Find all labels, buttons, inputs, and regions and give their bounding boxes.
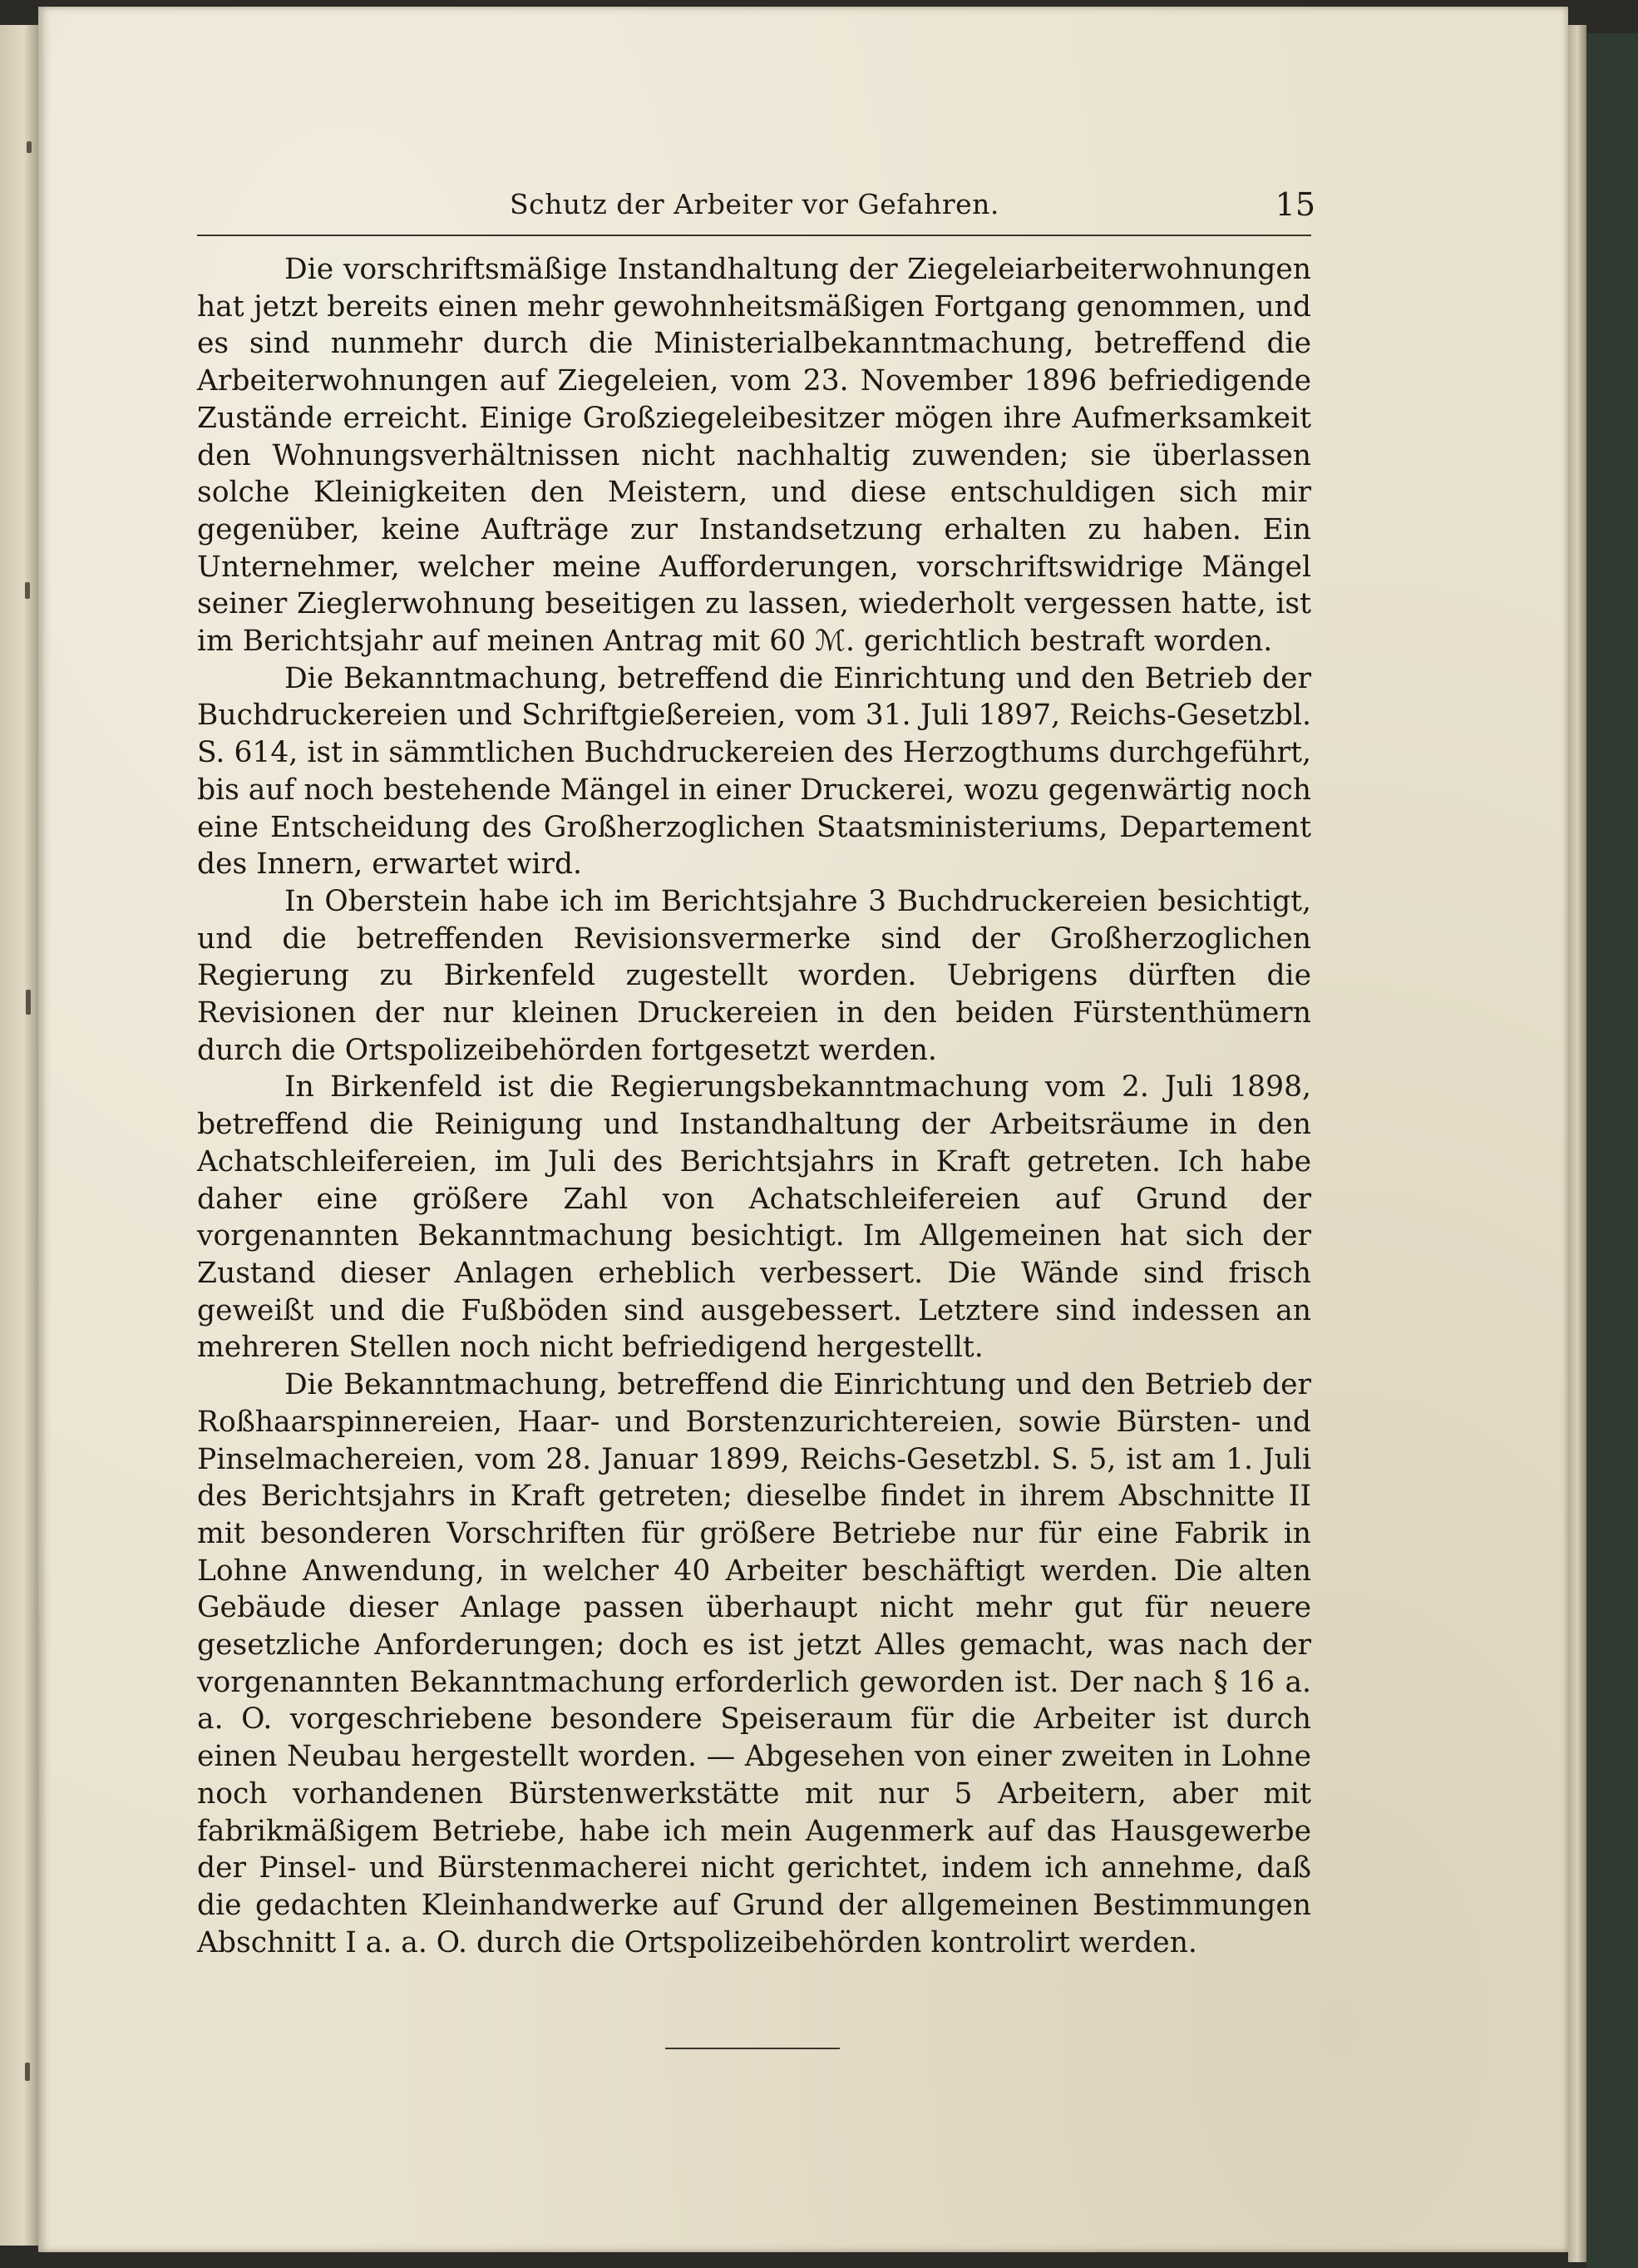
section-end-rule xyxy=(665,2048,840,2049)
body-text xyxy=(197,251,1311,1961)
margin-stain-mark xyxy=(25,582,30,599)
margin-stain-mark xyxy=(25,2063,30,2081)
book-cover-edge xyxy=(1586,33,1638,2268)
paragraph: Die Bekanntmachung, betreffend die Einrichtung und den Betrieb der Buchdruckereien und Schriftgießereien, vom 31. Juli 1897, Reichs-Gesetzbl. S. 614, ist in sämmtlichen Buchdruckereien des Herzogthums durchgeführt, bis auf noch bestehende Mängel in einer Druckerei, wozu gegenwärtig noch eine Entscheidung des Großherzoglichen Staatsministeriums, Departement des Innern, erwartet wird. xyxy=(197,661,1311,882)
margin-stain-mark xyxy=(26,990,31,1015)
paragraph: In Birkenfeld ist die Regierungsbekanntmachung vom 2. Juli 1898, betreffend die Reinigung und Instandhaltung der Arbeitsräume in den Achatschleifereien, im Juli des Berichtsjahrs in Kraft getreten. Ich habe daher eine größere Zahl von Achatschleifereien auf Grund der vorgenannten Bekanntmachung besichtigt. Im Allgemeinen hat sich der Zustand dieser Anlagen erheblich verbessert. Die Wände sind frisch geweißt und die Fußböden sind ausgebessert. Letztere sind indessen an mehreren Stellen noch nicht befriedigend hergestellt. xyxy=(197,1070,1311,1365)
paragraph: In Oberstein habe ich im Berichtsjahre 3 Buchdruckereien besichtigt, und die betreffenden Revisionsvermerke sind der Großherzoglichen Regierung zu Birkenfeld zugestellt worden. Uebrigens dürften die Revisionen der nur kleinen Druckereien in den beiden Fürstenthümern durch die Ortspolizeibehörden fortgesetzt werden. xyxy=(197,884,1311,1067)
paragraph: Die Bekanntmachung, betreffend die Einrichtung und den Betrieb der Roßhaarspinnereien, Haar- und Borstenzurichtereien, sowie Bürsten- und Pinselmachereien, vom 28. Januar 1899, Reichs-Gesetzbl. S. 5, ist am 1. Juli des Berichtsjahrs in Kraft getreten; dieselbe findet in ihrem Abschnitte II mit besonderen Vorschriften für größere Betriebe nur für eine Fabrik in Lohne Anwendung, in welcher 40 Arbeiter beschäftigt werden. Die alten Gebäude dieser Anlage passen überhaupt nicht mehr gut für neuere gesetzliche Anforderungen; doch es ist jetzt Alles gemacht, was nach der vorgenannten Bekanntmachung erforderlich geworden ist. Der nach § 16 a. a. O. vorgeschriebene besondere Speiseraum für die Arbeiter ist durch einen Neubau hergestellt worden. — Abgesehen von einer zweiten in Lohne noch vorhandenen Bürstenwerkstätte mit nur 5 Arbeitern, aber mit fabrikmäßigem Betriebe, habe ich mein Augenmerk auf das Hausgewerbe der Pinsel- und Bürstenmacherei nicht gerichtet, indem ich annehme, daß die gedachten Kleinhandwerke auf Grund der allgemeinen Bestimmungen Abschnitt I a. a. O. durch die Ortspolizeibehörden kontrolirt werden. xyxy=(197,1368,1311,1959)
header-rule xyxy=(197,235,1311,236)
running-head xyxy=(195,185,1314,235)
facing-page-edge xyxy=(0,25,42,2246)
margin-stain-mark xyxy=(27,141,32,153)
paragraph: Die vorschriftsmäßige Instandhaltung der Ziegeleiarbeiterwohnungen hat jetzt bereits einen mehr gewohnheitsmäßigen Fortgang genommen, und es sind nunmehr durch die Ministerialbekanntmachung, betreffend die Arbeiterwohnungen auf Ziegeleien, vom 23. November 1896 befriedigende Zustände erreicht. Einige Großziegeleibesitzer mögen ihre Aufmerksamkeit den Wohnungsverhältnissen nicht nachhaltig zuwenden; sie überlassen solche Kleinigkeiten den Meistern, und diese entschuldigen sich mir gegenüber, keine Aufträge zur Instandsetzung erhalten zu haben. Ein Unternehmer, welcher meine Aufforderungen, vorschriftswidrige Mängel seiner Zieglerwohnung beseitigen zu lassen, wiederholt vergessen hatte, ist im Berichtsjahr auf meinen Antrag mit 60 ℳ. gerichtlich bestraft worden. xyxy=(197,253,1311,659)
page-number: 15 xyxy=(1275,186,1315,223)
page-block-edge xyxy=(1568,25,1586,2262)
running-title: Schutz der Arbeiter vor Gefahren. xyxy=(510,188,999,220)
